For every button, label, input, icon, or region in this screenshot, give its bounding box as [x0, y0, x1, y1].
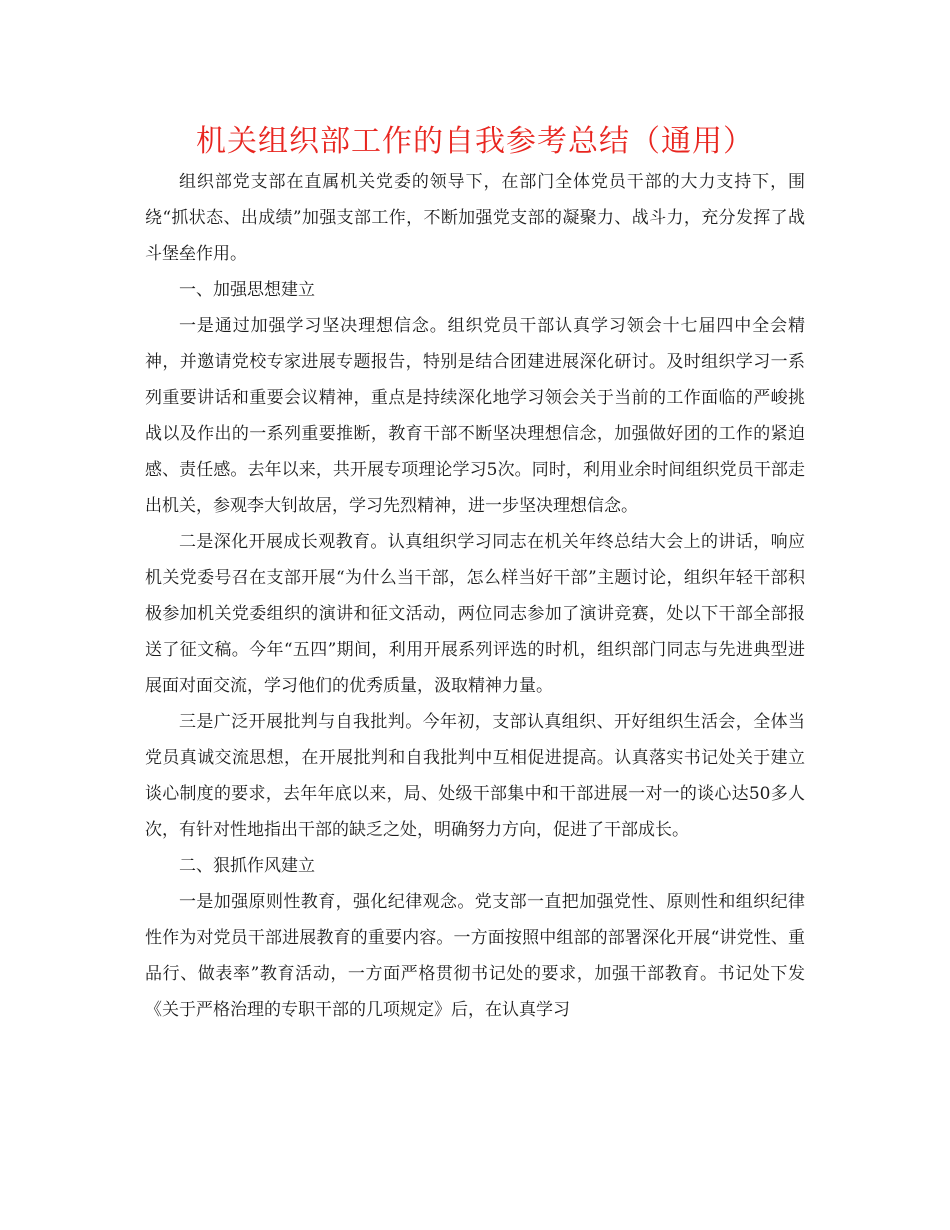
section-heading-1: 一、加强思想建立: [179, 280, 315, 300]
document-title: 机关组织部工作的自我参考总结（通用）: [196, 124, 754, 159]
section-heading-2: 二、狠抓作风建立: [179, 856, 315, 876]
document-body: [145, 164, 805, 1028]
paragraph-discipline: 一是加强原则性教育，强化纪律观念。党支部一直把加强党性、原则性和组织纪律性作为对党员干部进展教育的重要内容。一方面按照中组部的部署深化开展“讲党性、重品行、做表率”教育活动，一方面严格贯彻书记处的要求，加强干部教育。书记处下发《关于严格治理的专职干部的几项规定》后，在认真学习: [145, 892, 805, 1020]
paragraph-ideology-study: 一是通过加强学习坚决理想信念。组织党员干部认真学习领会十七届四中全会精神，并邀请党校专家进展专题报告，特别是结合团建进展深化研讨。及时组织学习一系列重要讲话和重要会议精神，重点是持续深化地学习领会关于当前的工作面临的严峻挑战以及作出的一系列重要推断，教育干部不断坚决理想信念，加强做好团的工作的紧迫感、责任感。去年以来，共开展专项理论学习5次。同时，利用业余时间组织党员干部走出机关，参观李大钊故居，学习先烈精神，进一步坚决理想信念。: [145, 316, 805, 516]
paragraph-growth-education: 二是深化开展成长观教育。认真组织学习同志在机关年终总结大会上的讲话，响应机关党委号召在支部开展“为什么当干部，怎么样当好干部”主题讨论，组织年轻干部积极参加机关党委组织的演讲和征文活动，两位同志参加了演讲竞赛，处以下干部全部报送了征文稿。今年“五四”期间，利用开展系列评选的时机，组织部门同志与先进典型进展面对面交流，学习他们的优秀质量，汲取精神力量。: [145, 532, 805, 696]
intro-paragraph: 组织部党支部在直属机关党委的领导下，在部门全体党员干部的大力支持下，围绕“抓状态、出成绩”加强支部工作，不断加强党支部的凝聚力、战斗力，充分发挥了战斗堡垒作用。: [145, 172, 805, 264]
paragraph-criticism: 三是广泛开展批判与自我批判。今年初，支部认真组织、开好组织生活会，全体当党员真诚交流思想，在开展批判和自我批判中互相促进提高。认真落实书记处关于建立谈心制度的要求，去年年底以来，局、处级干部集中和干部进展一对一的谈心达50多人次，有针对性地指出干部的缺乏之处，明确努力方向，促进了干部成长。: [145, 712, 805, 840]
